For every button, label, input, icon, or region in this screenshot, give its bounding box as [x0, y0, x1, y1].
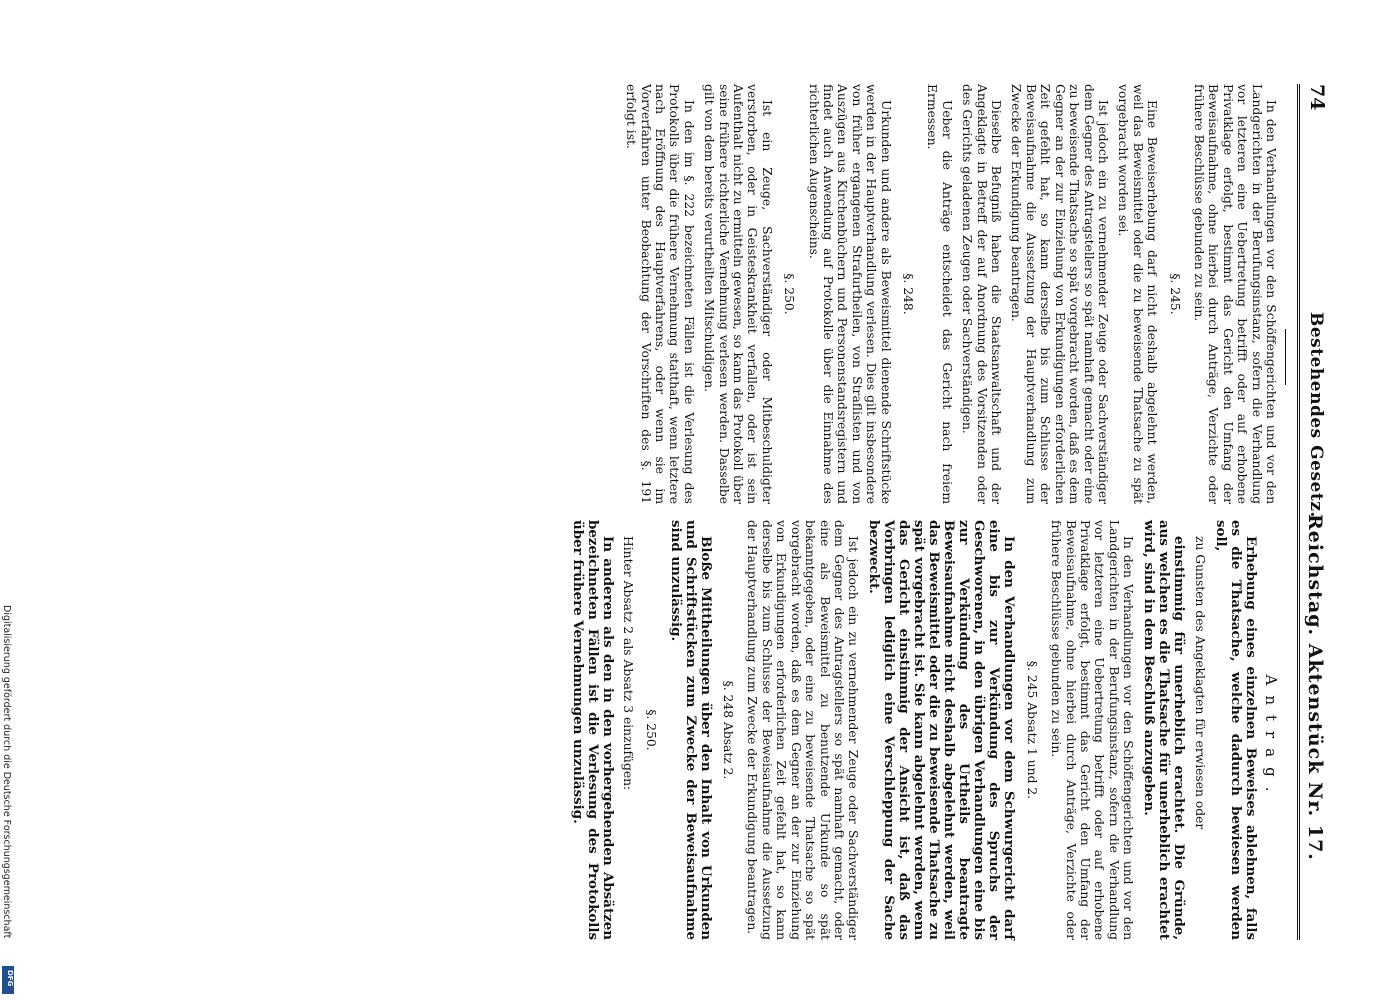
existing-law-paragraph: Eine Beweiserhebung darf nicht deshalb abgelehnt werden, weil das Beweismittel oder die zu beweisende Thatsache zu spät vorgebracht worden sei.: [1116, 84, 1160, 504]
motion-paragraph: Ist jedoch ein zu vernehmender Zeuge oder Sachverständiger dem Gegner des Antragstellers so spät namhaft gemacht, oder eine als Beweismittel zu benutzende Urkunde so spät bekanntgegeben, oder eine zu beweisende Thatsache so spät vorgebracht worden, daß es dem Gegner an der zur Einziehung von Erkundigungen erforderlichen Zeit gefehlt hat, so kann derselbe bis zum Schlusse der Beweisaufnahme die Aussetzung der Hauptverhandlung zum Zwecke der Erkundigung beantragen.: [745, 520, 861, 940]
digitization-credit: Digitalisierung gefördert durch die Deutsche Forschungsgemeinschaft: [1, 605, 12, 939]
dfg-logo: DFG: [2, 966, 14, 994]
page-number: 74: [1306, 84, 1328, 111]
existing-law-paragraph: Ueber die Anträge entscheidet das Gericht nach freiem Ermessen.: [925, 84, 954, 504]
existing-law-paragraph: Ist ein Zeuge, Sachverständiger oder Mitbeschuldigter verstorben, oder in Geisteskrankheit verfallen, oder ist sein Aufenthalt nicht zu ermitteln gewesen, so kann das Protokoll über seine frühere richterliche Vernehmung verlesen werden. Dasselbe gilt von dem bereits verurtheilten Mitschuldigen.: [702, 84, 774, 504]
existing-law-section-heading: §. 250.: [782, 273, 797, 315]
motion-bold-paragraph: In anderen als den in den vorhergehenden Absätzen bezeichneten Fällen ist die Verlesung des Protokolls über frühere Vernehmungen unzulässig.: [569, 520, 616, 940]
motion-paragraph: Hinter Absatz 2 als Absatz 3 einzufügen:: [621, 536, 636, 791]
motion-section-heading: §. 250.: [643, 709, 658, 751]
motion-paragraph: In den Verhandlungen vor den Schöffengerichten und vor den Landgerichten in der Berufungsinstanz, sofern die Verhandlung vor letzteren eine Uebertretung betrifft oder auf erhobene Privatklage erfolgt, bestimmt das Gericht den Umfang der Beweisaufnahme, ohne hierbei durch Anträge, Verzichte oder frühere Beschlüsse gebunden zu sein.: [1049, 520, 1136, 940]
page-header: [1296, 84, 1330, 940]
existing-law-paragraph: In den im §. 222 bezeichneten Fällen ist die Verlesung des Protokolls über die frühere Vernehmung statthaft, wenn letztere nach Eröffnung des Hauptverfahrens, oder wenn sie im Vorverfahren unter Beobachtung der Vorschriften des §. 191 erfolgt ist.: [624, 84, 696, 504]
existing-law-paragraph: Dieselbe Befugniß haben die Staatsanwaltschaft und der Angeklagte in Betreff der auf Anordnung des Vorsitzenden oder des Gerichts geladenen Zeugen oder Sachverständigen.: [960, 84, 1004, 504]
motion-bold-paragraph: Bloße Mittheilungen über den Inhalt von Urkunden und Schriftstücken zum Zwecke der Beweisaufnahme sind unzulässig.: [667, 520, 714, 940]
header-rule: [1297, 84, 1300, 940]
existing-law-paragraph: Ist jedoch ein zu vernehmender Zeuge oder Sachverständiger dem Gegner des Antragstellers so spät namhaft gemacht oder eine zu beweisende Thatsache so spät vorgebracht worden, daß es dem Gegner an der zur Einziehung von Erkundigungen erforderlichen Zeit gefehlt hat, so kann derselbe bis zum Schlusse der Beweisaufnahme die Aussetzung der Hauptverhandlung zum Zwecke der Erkundigung beantragen.: [1009, 84, 1110, 504]
right-column-title: Reichstag. Aktenstück Nr. 17.: [1304, 514, 1326, 861]
motion-section-heading: §. 245 Absatz 1 und 2.: [1024, 660, 1039, 800]
motion-bold-paragraph: In den Verhandlungen vor dem Schwurgericht darf eine bis zur Verkündung des Spruchs der Geschworenen, in den übrigen Verhandlungen eine bis zur Verkündung des Urtheils beantragte Beweisaufnahme nicht deshalb abgelehnt werden, weil das Beweismittel oder die zu beweisende Thatsache zu spät vorgebracht ist. Sie kann abgelehnt werden, wenn das Gericht einstimmig der Ansicht ist, daß das Vorbringen lediglich eine Verschleppung der Sache bezweckt.: [866, 520, 1018, 940]
motion-bold-paragraph: Erhebung eines einzelnen Beweises ablehnen, falls es die Thatsache, welche dadurch bewiesen werden soll,: [1212, 520, 1259, 940]
rotated-page: [80, 84, 1330, 940]
left-column-title: Bestehendes Gesetz.: [1306, 312, 1326, 518]
motion-bold-paragraph: einstimmig für unerheblich erachtet. Die Gründe, aus welchen es die Thatsache für unerheblich erachtet wird, sind in dem Beschluß anzugeben.: [1141, 520, 1188, 940]
motion-section-heading: §. 248 Absatz 2.: [721, 680, 736, 780]
right-column-motion: [564, 520, 1278, 940]
existing-law-section-heading: §. 248.: [901, 273, 916, 315]
existing-law-paragraph: In den Verhandlungen vor den Schöffengerichten und vor den Landgerichten in der Berufungsinstanz, sofern die Verhandlung vor letzteren eine Uebertretung betrifft oder auf erhobene Privatklage erfolgt, bestimmt das Gericht den Umfang der Beweisaufnahme, ohne hierbei durch Anträge, Verzichte oder frühere Beschlüsse gebunden zu sein.: [1191, 84, 1278, 504]
existing-law-paragraph: Urkunden und andere als Beweismittel dienende Schriftstücke werden in der Hauptverhandlung verlesen. Dies gilt insbesondere von früher ergangenen Strafurtheilen, von Straflisten und von Auszügen aus Kirchenbüchern und Personenstandsregistern und findet auch Anwendung auf Protokolle über die Einnahme des richterlichen Augenscheins.: [806, 84, 893, 504]
left-column-existing-law: [618, 84, 1278, 504]
title-underline: [1285, 329, 1286, 385]
existing-law-section-heading: §. 245.: [1167, 273, 1182, 315]
motion-heading: Antrag.: [1262, 674, 1280, 802]
motion-paragraph: zu Gunsten des Angeklagten für erwiesen oder: [1192, 536, 1207, 830]
